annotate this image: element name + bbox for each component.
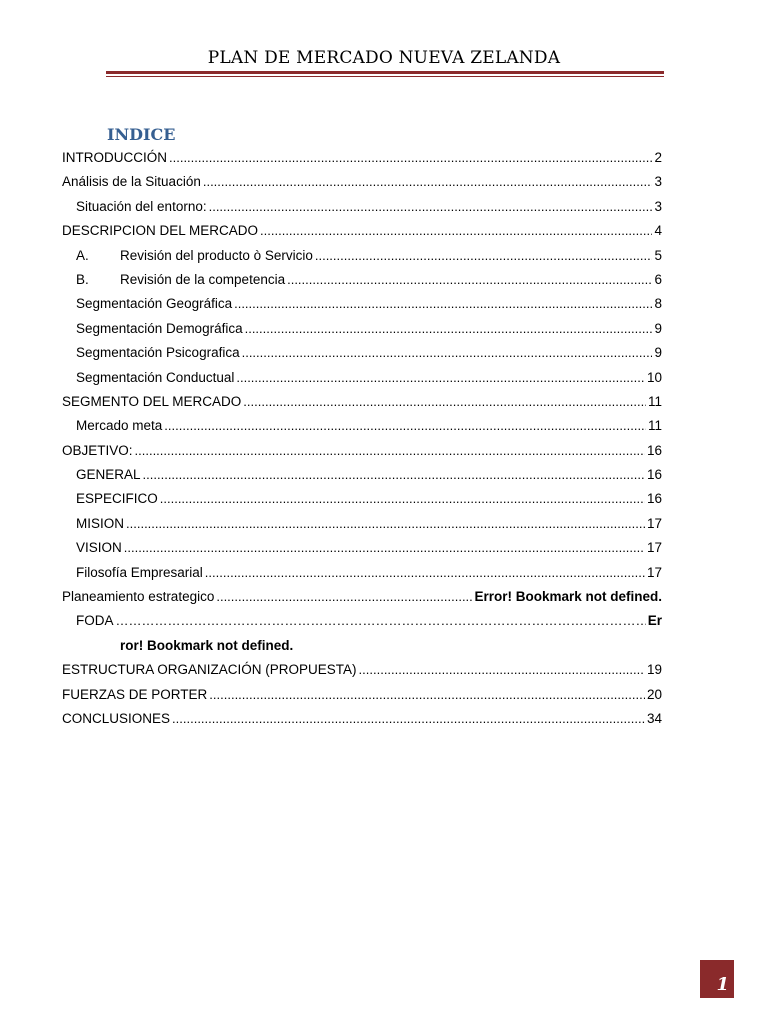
toc-entry-page: 17 <box>646 540 662 556</box>
toc-leader-dots <box>135 439 645 463</box>
toc-leader-dots <box>164 414 646 438</box>
toc-entry-estructura[interactable] <box>62 658 662 682</box>
toc-entry-page: 19 <box>646 662 662 678</box>
toc-entry-mision[interactable] <box>62 512 662 536</box>
toc-entry-fuerzas-porter[interactable] <box>62 683 662 707</box>
toc-entry-label: Filosofía Empresarial <box>76 564 203 580</box>
toc-leader-dots <box>124 536 645 560</box>
toc-leader-dots <box>216 585 472 609</box>
toc-entry-mercado-meta[interactable] <box>62 414 662 438</box>
toc-entry-situacion-entorno[interactable] <box>62 195 662 219</box>
toc-leader-dots <box>203 170 653 194</box>
toc-entry-label: MISION <box>76 515 125 531</box>
toc-entry-segmentacion-demografica[interactable] <box>62 317 662 341</box>
toc-entry-label: INTRODUCCIÓN <box>62 150 167 165</box>
toc-leader-dots <box>359 658 645 682</box>
toc-entry-label: Segmentación Demográfica <box>76 320 243 336</box>
toc-leader-dots <box>143 463 645 487</box>
toc-entry-label: Planeamiento estrategico <box>62 589 215 605</box>
toc-leader-dots <box>315 244 653 268</box>
toc-entry-objetivo[interactable] <box>62 439 662 463</box>
toc-entry-revision-producto[interactable] <box>62 244 662 268</box>
toc-entry-label: ESTRUCTURA ORGANIZACIÓN (PROPUESTA) <box>62 662 357 678</box>
toc-entry-planeamiento[interactable] <box>62 585 662 609</box>
toc-entry-page: 17 <box>646 515 662 531</box>
toc-leader-dots <box>160 487 645 511</box>
toc-entry-label <box>76 268 285 292</box>
toc-entry-filosofia[interactable] <box>62 561 662 585</box>
document-header-title: PLAN DE MERCADO NUEVA ZELANDA <box>207 48 561 68</box>
toc-entry-especifico[interactable] <box>62 487 662 511</box>
toc-entry-segmento-mercado[interactable] <box>62 390 662 414</box>
toc-entry-label: FODA <box>76 613 114 629</box>
toc-leader-dots <box>245 317 653 341</box>
toc-entry-label: ESPECIFICO <box>76 491 158 507</box>
toc-entry-page: 11 <box>647 418 662 434</box>
toc-entry-page: 11 <box>647 393 662 409</box>
toc-entry-letter: B. <box>76 271 89 287</box>
toc-entry-page: 3 <box>654 174 662 190</box>
toc-entry-page: 5 <box>654 247 662 263</box>
toc-entry-label: Análisis de la Situación <box>62 174 201 190</box>
toc-entry-page: 34 <box>646 710 662 726</box>
toc-entry-page: 8 <box>654 296 662 312</box>
toc-entry-foda[interactable] <box>62 609 662 633</box>
toc-leader-dots <box>169 146 652 170</box>
toc-entry-segmentacion-geografica[interactable] <box>62 292 662 316</box>
toc-entry-segmentacion-conductual[interactable] <box>62 366 662 390</box>
toc-entry-error-text: ror! Bookmark not defined. <box>120 637 294 653</box>
toc-leader-dots <box>234 292 652 316</box>
page-number-badge: 1 <box>700 960 734 998</box>
toc-entry-page: 2 <box>654 150 662 165</box>
toc-entry-letter: A. <box>76 247 89 263</box>
toc-leader-dots <box>209 195 653 219</box>
toc-entry-page: 3 <box>654 198 662 214</box>
toc-leader-dots <box>172 707 645 731</box>
toc-leader-dots <box>287 268 652 292</box>
toc-entry-vision[interactable] <box>62 536 662 560</box>
toc-entry-label: OBJETIVO: <box>62 442 133 458</box>
toc-entry-introduccion[interactable] <box>62 146 662 170</box>
toc-leader-dots <box>209 683 645 707</box>
toc-entry-page: 16 <box>646 491 662 507</box>
header-rule-thick <box>106 71 664 74</box>
table-of-contents <box>62 146 662 731</box>
toc-entry-page-error: Er <box>647 613 662 629</box>
toc-entry-label: FUERZAS DE PORTER <box>62 686 208 702</box>
toc-entry-label: SEGMENTO DEL MERCADO <box>62 393 242 409</box>
toc-entry-label: GENERAL <box>76 467 141 483</box>
toc-entry-foda-continuation <box>62 634 662 658</box>
toc-leader-dots <box>126 512 645 536</box>
toc-leader-dots <box>205 561 645 585</box>
toc-leader-dots <box>243 390 646 414</box>
toc-entry-page: 17 <box>646 564 662 580</box>
header-rule-thin <box>106 76 664 77</box>
toc-entry-label: VISION <box>76 540 122 556</box>
toc-entry-text: Revisión de la competencia <box>120 271 286 287</box>
toc-entry-page: 4 <box>654 223 662 239</box>
toc-entry-label: Situación del entorno: <box>76 198 207 214</box>
toc-entry-text: Revisión del producto ò Servicio <box>120 247 313 263</box>
toc-entry-analisis[interactable] <box>62 170 662 194</box>
toc-entry-descripcion-mercado[interactable] <box>62 219 662 243</box>
toc-entry-page-error: Error! Bookmark not defined. <box>474 589 662 605</box>
toc-entry-revision-competencia[interactable] <box>62 268 662 292</box>
toc-heading: INDICE <box>107 125 176 144</box>
toc-entry-label: Segmentación Geográfica <box>76 296 233 312</box>
toc-entry-page: 16 <box>646 467 662 483</box>
toc-entry-label: Mercado meta <box>76 418 163 434</box>
toc-leader-dots <box>242 341 653 365</box>
toc-entry-label: DESCRIPCION DEL MERCADO <box>62 223 259 239</box>
toc-entry-label <box>76 244 313 268</box>
toc-entry-page: 10 <box>646 369 662 385</box>
toc-entry-conclusiones[interactable] <box>62 707 662 731</box>
toc-leader-dots <box>260 219 652 243</box>
toc-entry-label: Segmentación Psicografica <box>76 345 240 361</box>
toc-entry-segmentacion-psicografica[interactable] <box>62 341 662 365</box>
toc-leader-dots <box>236 366 645 390</box>
toc-entry-label: Segmentación Conductual <box>76 369 235 385</box>
toc-entry-page: 20 <box>646 686 662 702</box>
toc-entry-page: 6 <box>654 271 662 287</box>
toc-entry-label: CONCLUSIONES <box>62 710 171 726</box>
toc-entry-page: 9 <box>654 345 662 361</box>
toc-leader-dots <box>116 609 646 633</box>
toc-entry-page: 9 <box>654 320 662 336</box>
toc-entry-general[interactable] <box>62 463 662 487</box>
toc-entry-page: 16 <box>646 442 662 458</box>
